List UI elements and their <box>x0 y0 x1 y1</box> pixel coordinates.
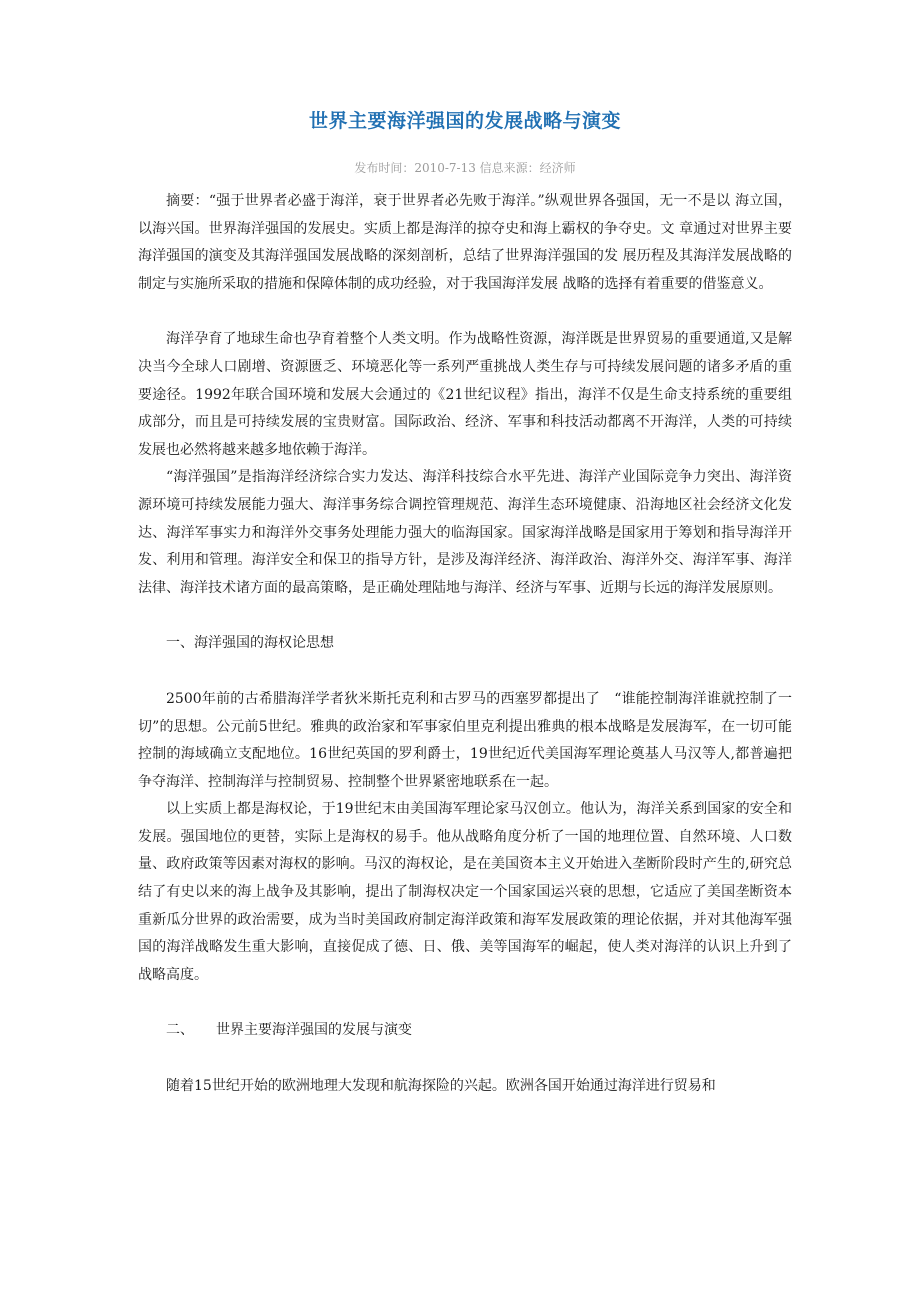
body-paragraph: 随着15世纪开始的欧洲地理大发现和航海探险的兴起。欧洲各国开始通过海洋进行贸易和 <box>166 1078 716 1095</box>
article-title: 世界主要海洋强国的发展战略与演变 <box>308 110 621 132</box>
body-paragraph: 2500年前的古希腊海洋学者狄米斯托克利和古罗马的西塞罗都提出了 “谁能控制海洋谁就控制了一切”的思想。公元前5世纪。雅典的政治家和军事家伯里克利提出雅典的根本战略是发展海军，在一切可能控制的海域确立支配地位。16世纪英国的罗利爵士，19世纪近代美国海军理论奠基人马汉等人,都普遍把争夺海洋、控制海洋与控制贸易、控制整个世界紧密地联系在一起。 <box>138 690 792 790</box>
article-body <box>138 188 792 1101</box>
body-paragraph: “海洋强国”是指海洋经济综合实力发达、海洋科技综合水平先进、海洋产业国际竞争力突出、海洋资源环境可持续发展能力强大、海洋事务综合调控管理规范、海洋生态环境健康、沿海地区社会经济文化发达、海洋军事实力和海洋外交事务处理能力强大的临海国家。国家海洋战略是国家用于筹划和指导海洋开发、利用和管理。海洋安全和保卫的指导方针，是涉及海洋经济、海洋政治、海洋外交、海洋军事、海洋法律、海洋技术诸方面的最高策略，是正确处理陆地与海洋、经济与军事、近期与长远的海洋发展原则。 <box>138 469 792 596</box>
section-heading-1: 一、海洋强国的海权论思想 <box>166 635 334 652</box>
abstract-paragraph: 摘要：“强于世界者必盛于海洋，衰于世界者必先败于海洋。”纵观世界各强国，无一不是以 海立国，以海兴国。世界海洋强国的发展史。实质上都是海洋的掠夺史和海上霸权的争夺史。文 章通过对世界主要海洋强国的演变及其海洋强国发展战略的深刻剖析，总结了世界海洋强国的发 展历程及其海洋发展战略的制定与实施所采取的措施和保障体制的成功经验，对于我国海洋发展 战略的选择有着重要的借鉴意义。 <box>138 193 792 292</box>
article-meta: 发布时间：2010-7-13 信息来源：经济师 <box>354 161 576 175</box>
section-heading-2 <box>138 1017 792 1045</box>
body-paragraph: 以上实质上都是海权论，于19世纪末由美国海军理论家马汉创立。他认为，海洋关系到国家的安全和发展。强国地位的更替，实际上是海权的易手。他从战略角度分析了一国的地理位置、自然环境、人口数量、政府政策等因素对海权的影响。马汉的海权论，是在美国资本主义开始进入垄断阶段时产生的,研究总结了有史以来的海上战争及其影响，提出了制海权决定一个国家国运兴衰的思想，它适应了美国垄断资本重新瓜分世界的政治需要，成为当时美国政府制定海洋政策和海军发展政策的理论依据，并对其他海军强国的海洋战略发生重大影响，直接促成了德、日、俄、美等国海军的崛起，使人类对海洋的认识上升到了战略高度。 <box>138 801 792 983</box>
section-title: 世界主要海洋强国的发展与演变 <box>216 1022 412 1039</box>
section-number: 二、 <box>166 1022 194 1039</box>
body-paragraph: 海洋孕育了地球生命也孕育着整个人类文明。作为战略性资源，海洋既是世界贸易的重要通道,又是解决当今全球人口剧增、资源匮乏、环境恶化等一系列严重挑战人类生存与可持续发展问题的诸多矛盾的重要途径。1992年联合国环境和发展大会通过的《21世纪议程》指出，海洋不仅是生命支持系统的重要组成部分，而且是可持续发展的宝贵财富。国际政治、经济、军事和科技活动都离不开海洋，人类的可持续发展也必然将越来越多地依赖于海洋。 <box>138 331 792 458</box>
